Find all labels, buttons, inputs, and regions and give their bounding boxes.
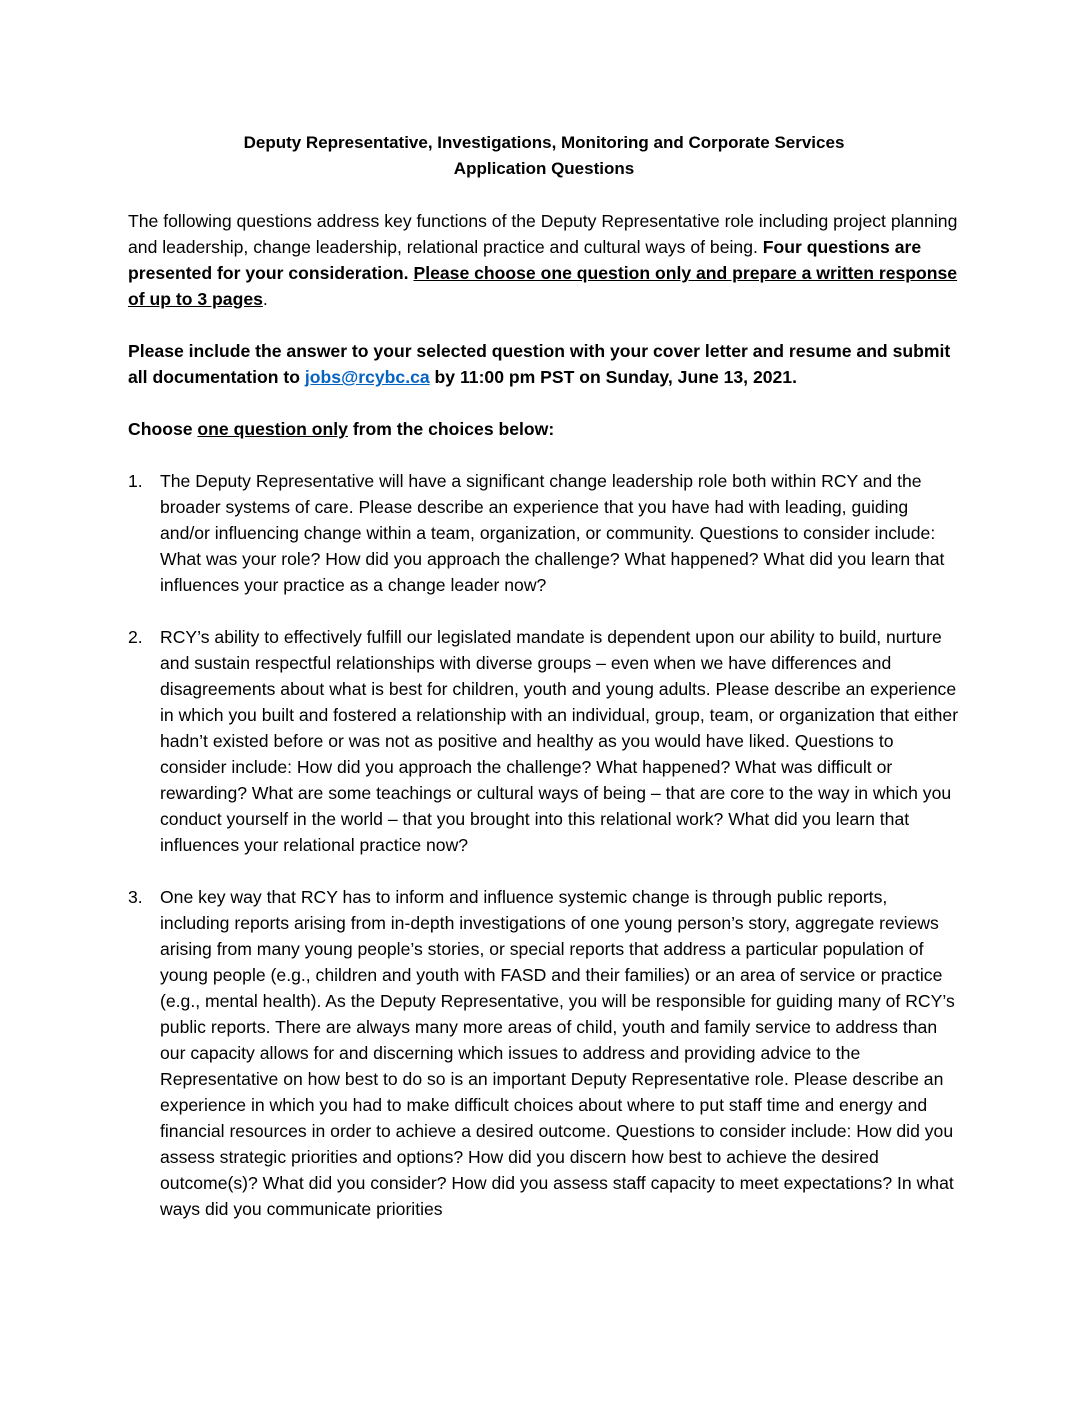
question-number: 1. xyxy=(128,471,143,491)
question-item xyxy=(128,468,960,598)
submission-text-before: Please include the answer to your selected question with your cover letter and resume and submit all documentation to xyxy=(128,341,951,387)
intro-underlined-instruction: Please choose one question only and prepare a written response of up to 3 pages xyxy=(128,263,958,309)
document-title xyxy=(128,130,960,182)
choose-text-after: from the choices below: xyxy=(347,419,555,439)
intro-text: The following questions address key functions of the Deputy Representative role including project planning and leadership, change leadership, relational practice and cultural ways of being. xyxy=(128,211,958,257)
question-text: The Deputy Representative will have a significant change leadership role both within RCY and the broader systems of care. Please describe an experience that you have had with leading, guiding and/or influencing change within a team, organization, or community. Questions to consider include: What was your role? How did you approach the challenge? What happened? What did you learn that influences your practice as a change leader now? xyxy=(160,471,945,595)
submission-paragraph xyxy=(128,338,960,390)
question-list xyxy=(128,468,960,1222)
question-item xyxy=(128,884,960,1222)
choose-instruction xyxy=(128,416,960,442)
intro-bold-text: Four questions are presented for your consideration. xyxy=(128,237,922,283)
question-item xyxy=(128,624,960,858)
submission-text-after: by 11:00 pm PST on Sunday, June 13, 2021. xyxy=(429,367,797,387)
intro-paragraph xyxy=(128,208,960,312)
question-text: One key way that RCY has to inform and influence systemic change is through public reports, including reports arising from in-depth investigations of one young person’s story, aggregate reviews arising from many young people’s stories, or special reports that address a particular population of young people (e.g., children and youth with FASD and their families) or an area of service or practice (e.g., mental health). As the Deputy Representative, you will be responsible for guiding many of RCY’s public reports. There are always many more areas of child, youth and family service to address than our capacity allows for and discerning which issues to address and providing advice to the Representative on how best to do so is an important Deputy Representative role. Please describe an experience in which you had to make difficult choices about where to put staff time and energy and financial resources in order to achieve a desired outcome. Questions to consider include: How did you assess strategic priorities and options? How did you discern how best to achieve the desired outcome(s)? What did you consider? How did you assess staff capacity to meet expectations? In what ways did you communicate priorities xyxy=(160,887,955,1219)
question-text: RCY’s ability to effectively fulfill our legislated mandate is dependent upon our ability to build, nurture and sustain respectful relationships with diverse groups – even when we have differences and disagreements about what is best for children, youth and young adults. Please describe an experience in which you built and fostered a relationship with an individual, group, team, or organization that either hadn’t existed before or was not as positive and healthy as you would have liked. Questions to consider include: How did you approach the challenge? What happened? What was difficult or rewarding? What are some teachings or cultural ways of being – that are core to the way in which you conduct yourself in the world – that you brought into this relational work? What did you learn that influences your relational practice now? xyxy=(160,627,959,855)
question-number: 2. xyxy=(128,627,143,647)
choose-text-before: Choose xyxy=(128,419,198,439)
email-link[interactable]: jobs@rcybc.ca xyxy=(304,367,430,387)
title-line-1: Deputy Representative, Investigations, Monitoring and Corporate Services xyxy=(243,133,845,152)
choose-underlined: one question only xyxy=(197,419,348,439)
title-line-2: Application Questions xyxy=(453,159,635,178)
intro-end: . xyxy=(262,289,268,309)
question-number: 3. xyxy=(128,887,143,907)
